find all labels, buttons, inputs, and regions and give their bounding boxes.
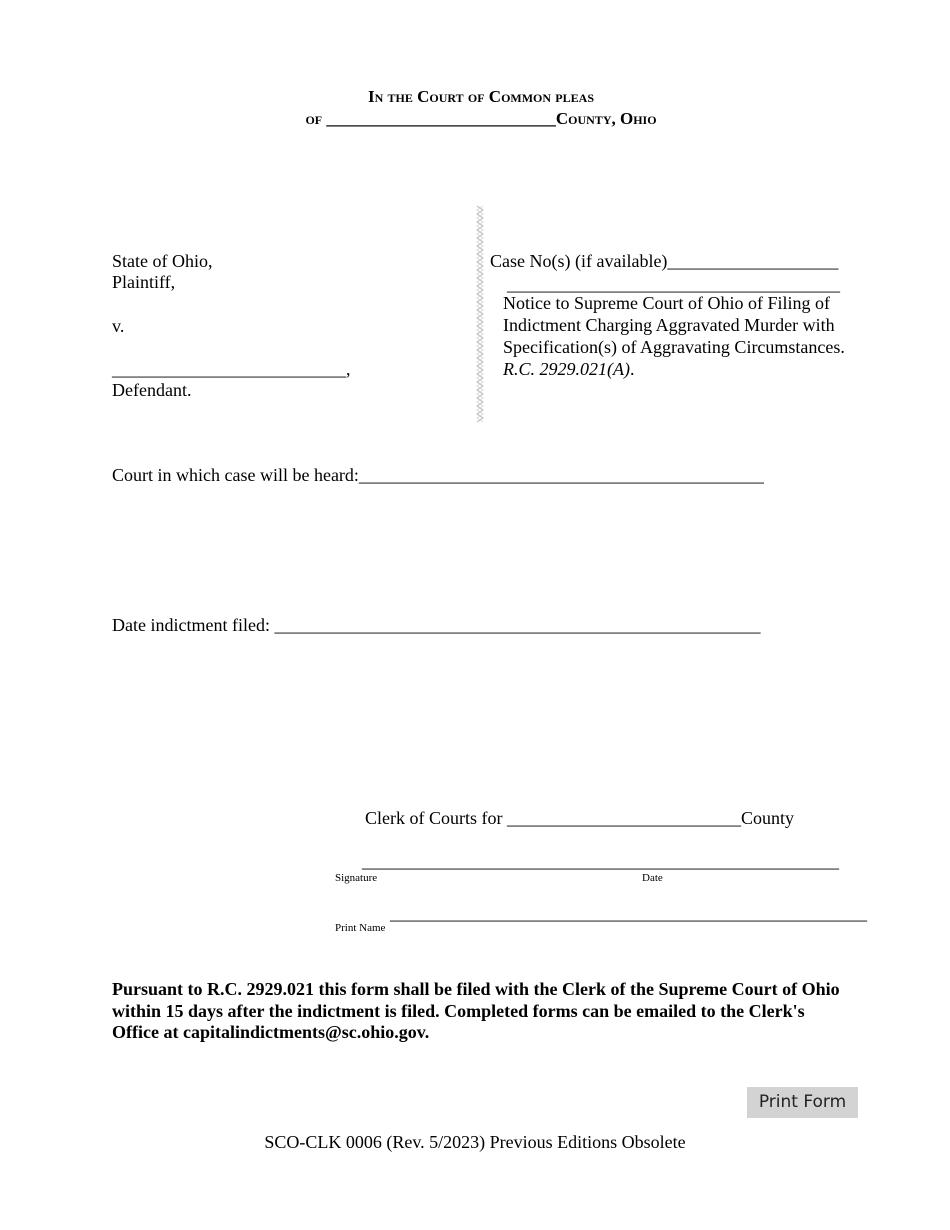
print-name-label: Print Name	[335, 922, 386, 934]
court-heading: In the Court of Common pleas	[367, 87, 594, 106]
signature-field[interactable]: _____________________________________________________	[362, 851, 839, 871]
case-number-continuation-field[interactable]: _____________________________________	[507, 274, 840, 294]
notice-title-text: Notice to Supreme Court of Ohio of Filing of Indictment Charging Aggravated Murder with Specification(s) of Aggravating Circumstances.	[503, 293, 845, 357]
signature-label: Signature	[335, 872, 378, 884]
filing-instructions: Pursuant to R.C. 2929.021 this form shall be filed with the Clerk of the Supreme Court of Ohio within 15 days after the indictment is filed. Completed forms can be emailed to the Clerk's Office at capitalindictments@sc.ohio.gov.	[112, 979, 840, 1042]
notice-period: .	[629, 359, 635, 379]
defendant-name-field[interactable]: __________________________,	[112, 359, 351, 379]
clerk-county-field[interactable]: Clerk of Courts for __________________________County	[365, 808, 794, 828]
county-heading: of ___________________________County, Ohio	[305, 109, 657, 128]
date-label: Date	[642, 872, 663, 884]
versus-label: v.	[112, 316, 125, 336]
plaintiff-role: Plaintiff,	[112, 272, 176, 292]
case-number-field[interactable]: Case No(s) (if available)___________________	[490, 251, 839, 271]
court-heard-field[interactable]: Court in which case will be heard:_____________________________________________	[112, 465, 764, 485]
form-footer: SCO-CLK 0006 (Rev. 5/2023) Previous Editions Obsolete	[264, 1132, 686, 1152]
notice-citation: R.C. 2929.021(A)	[503, 359, 630, 379]
print-form-button[interactable]: Print Form	[747, 1087, 858, 1118]
notice-title	[503, 292, 863, 380]
date-filed-field[interactable]: Date indictment filed: ______________________________________________________	[112, 615, 761, 635]
print-name-field[interactable]: _____________________________________________________	[390, 903, 867, 923]
plaintiff-name: State of Ohio,	[112, 251, 213, 271]
defendant-role: Defendant.	[112, 380, 192, 400]
caption-divider	[474, 206, 486, 422]
